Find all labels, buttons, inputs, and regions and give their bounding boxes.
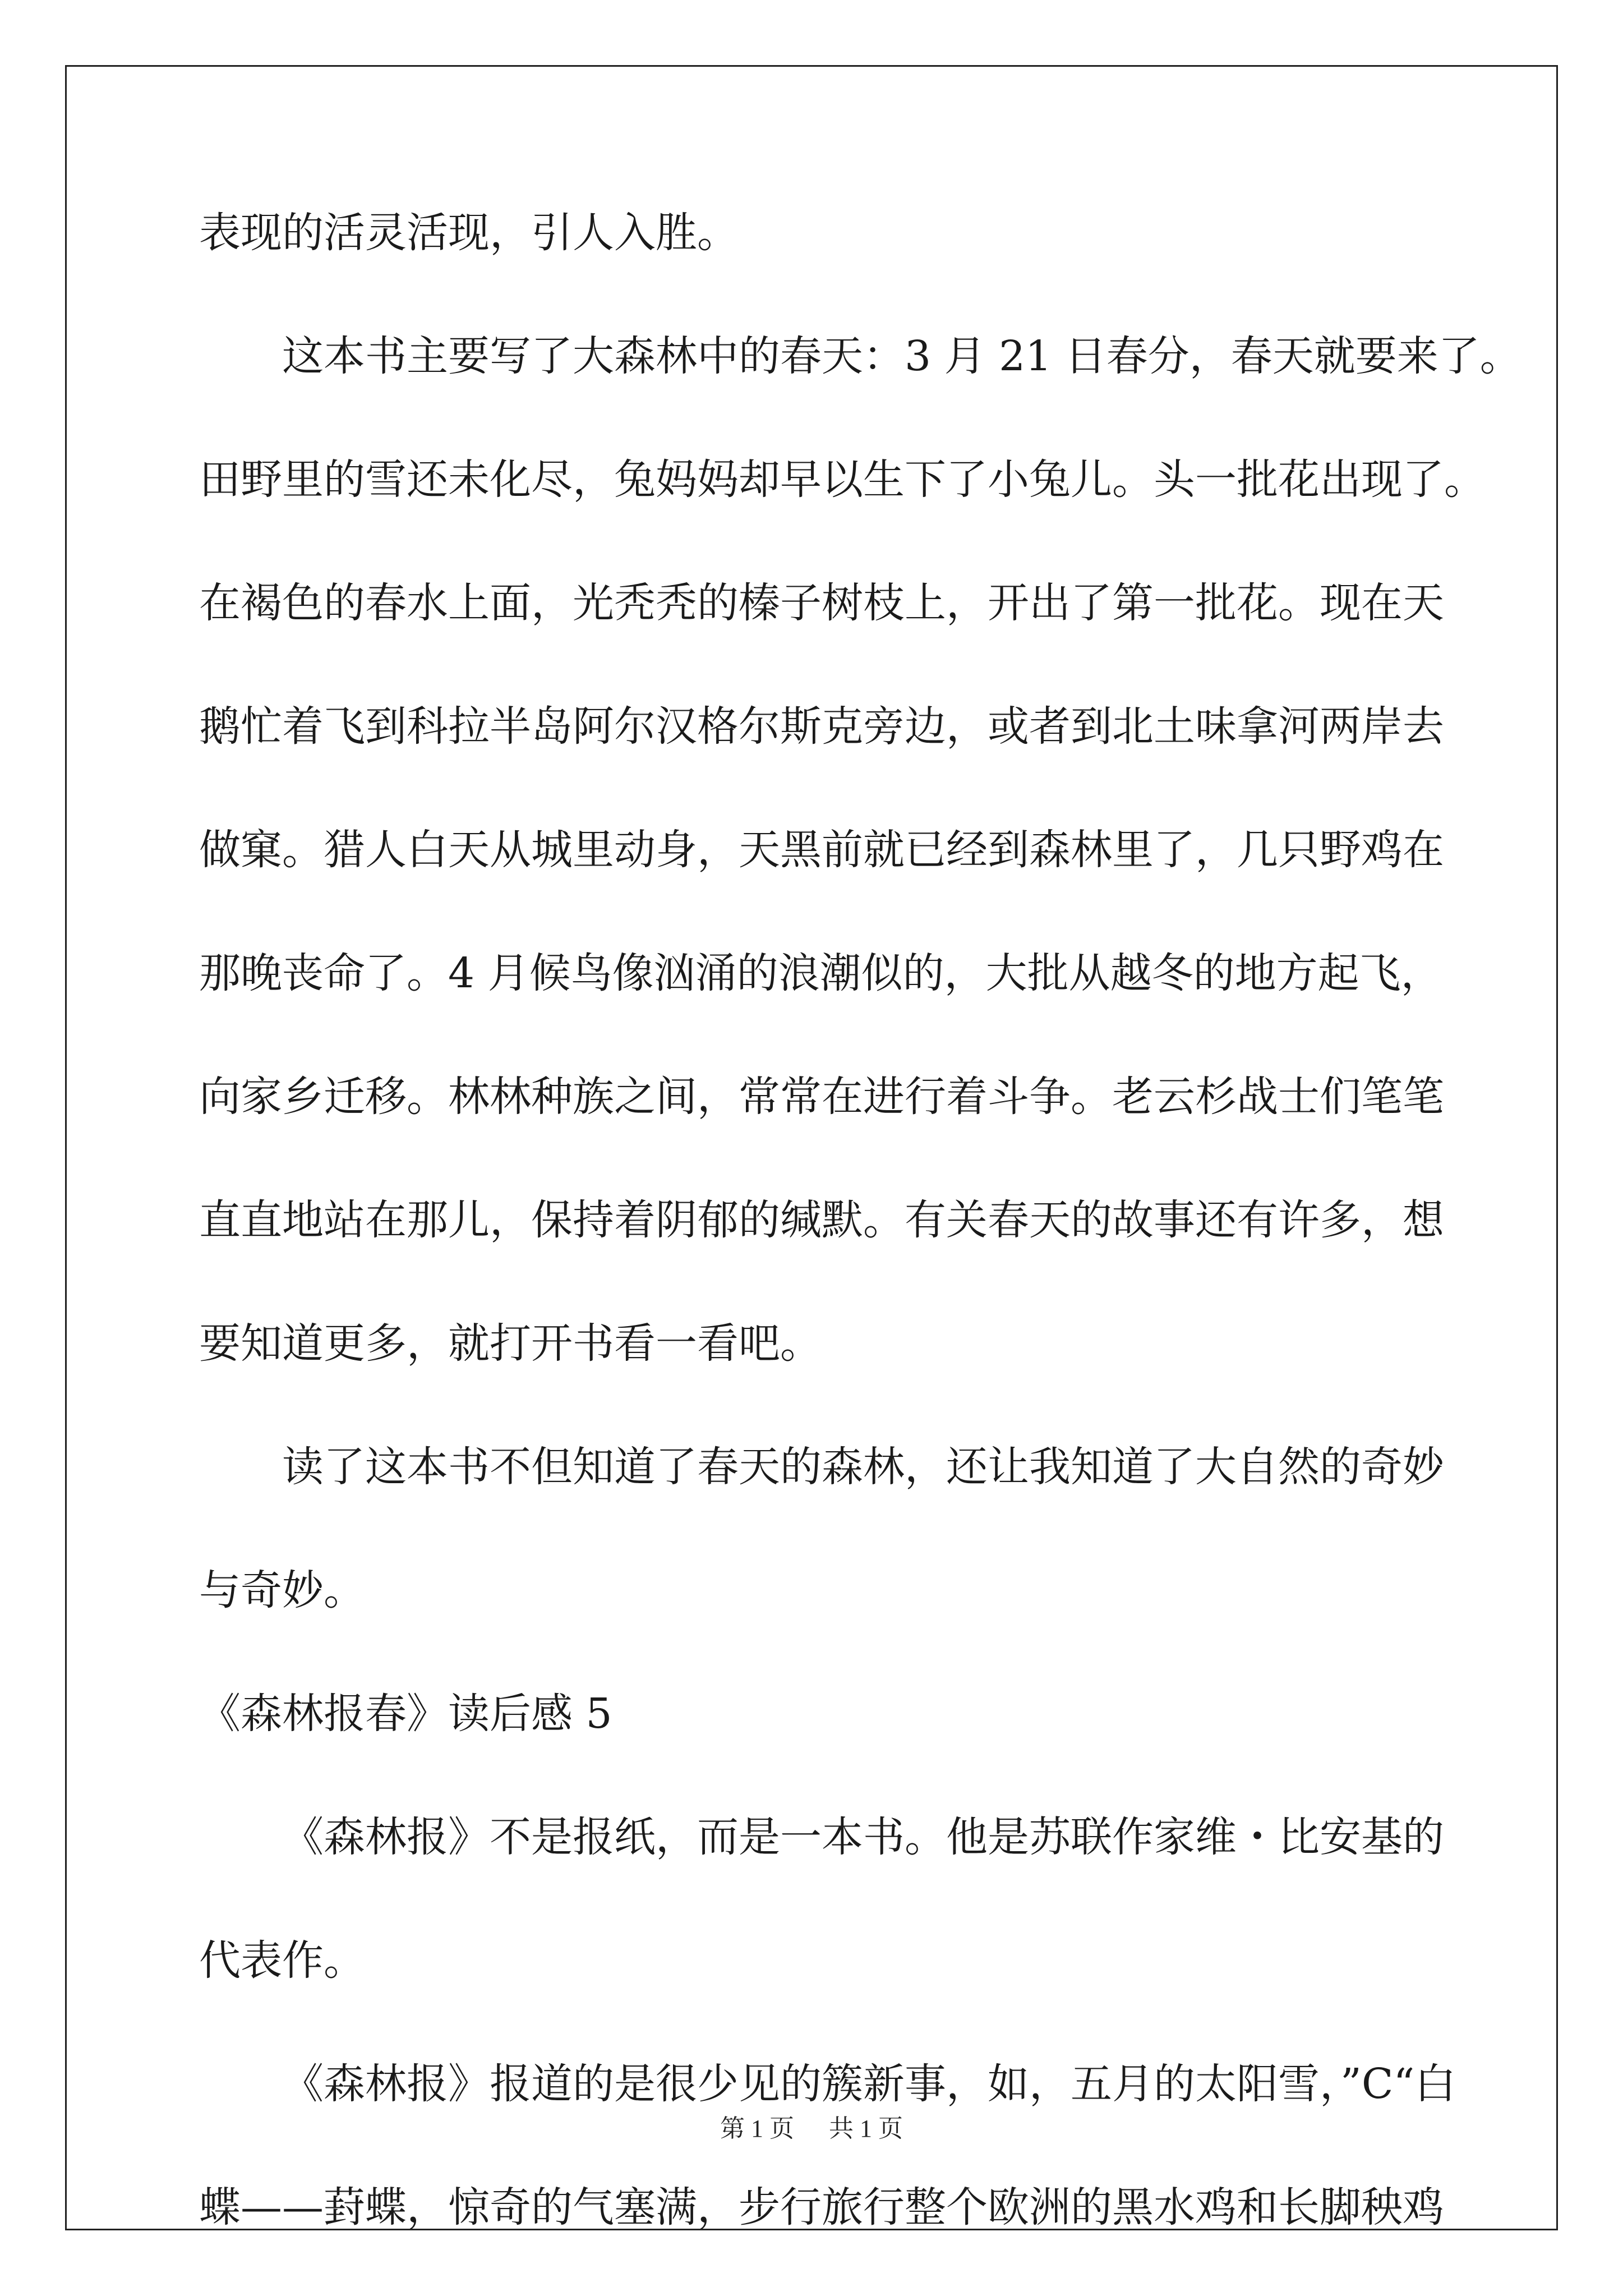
text-line: 要知道更多，就打开书看一看吧。 (199, 1319, 822, 1368)
text-line: 蝶——葑蝶，惊奇的气塞满，步行旅行整个欧洲的黑水鸡和长脚秧鸡 (199, 2183, 1444, 2231)
text-line: 代表作。 (199, 1936, 365, 1985)
page-border (65, 65, 1558, 2230)
page-total: 共 1 页 (829, 2115, 903, 2142)
text-line: 那晚丧命了。4 月候鸟像汹涌的浪潮似的，大批从越冬的地方起飞， (199, 949, 1442, 997)
text-line: 在褐色的春水上面，光秃秃的榛子树枝上，开出了第一批花。现在天 (199, 579, 1444, 627)
page-footer (0, 2112, 1623, 2146)
text-line: 《森林报》报道的是很少见的簇新事，如，五月的太阳雪，”C“白 (282, 2060, 1456, 2108)
text-line: 与奇妙。 (199, 1566, 365, 1614)
text-line: 田野里的雪还未化尽，兔妈妈却早以生下了小兔儿。头一批花出现了。 (199, 455, 1486, 504)
text-line: 读了这本书不但知道了春天的森林，还让我知道了大自然的奇妙 (282, 1443, 1444, 1491)
text-line: 直直地站在那儿，保持着阴郁的缄默。有关春天的故事还有许多，想 (199, 1196, 1444, 1244)
text-line: 《森林报》不是报纸，而是一本书。他是苏联作家维・比安基的 (282, 1813, 1444, 1861)
section-heading: 《森林报春》读后感 5 (199, 1690, 612, 1738)
text-line: 向家乡迁移。林林种族之间，常常在进行着斗争。老云杉战士们笔笔 (199, 1073, 1444, 1121)
page-number: 第 1 页 (720, 2115, 794, 2142)
text-line: 做窠。猎人白天从城里动身，天黑前就已经到森林里了，几只野鸡在 (199, 826, 1444, 874)
text-line: 表现的活灵活现，引人入胜。 (199, 209, 739, 257)
text-line: 这本书主要写了大森林中的春天：3 月 21 日春分，春天就要来了。 (282, 332, 1521, 380)
text-line: 鹅忙着飞到科拉半岛阿尔汉格尔斯克旁边，或者到北土味拿河两岸去 (199, 702, 1444, 751)
